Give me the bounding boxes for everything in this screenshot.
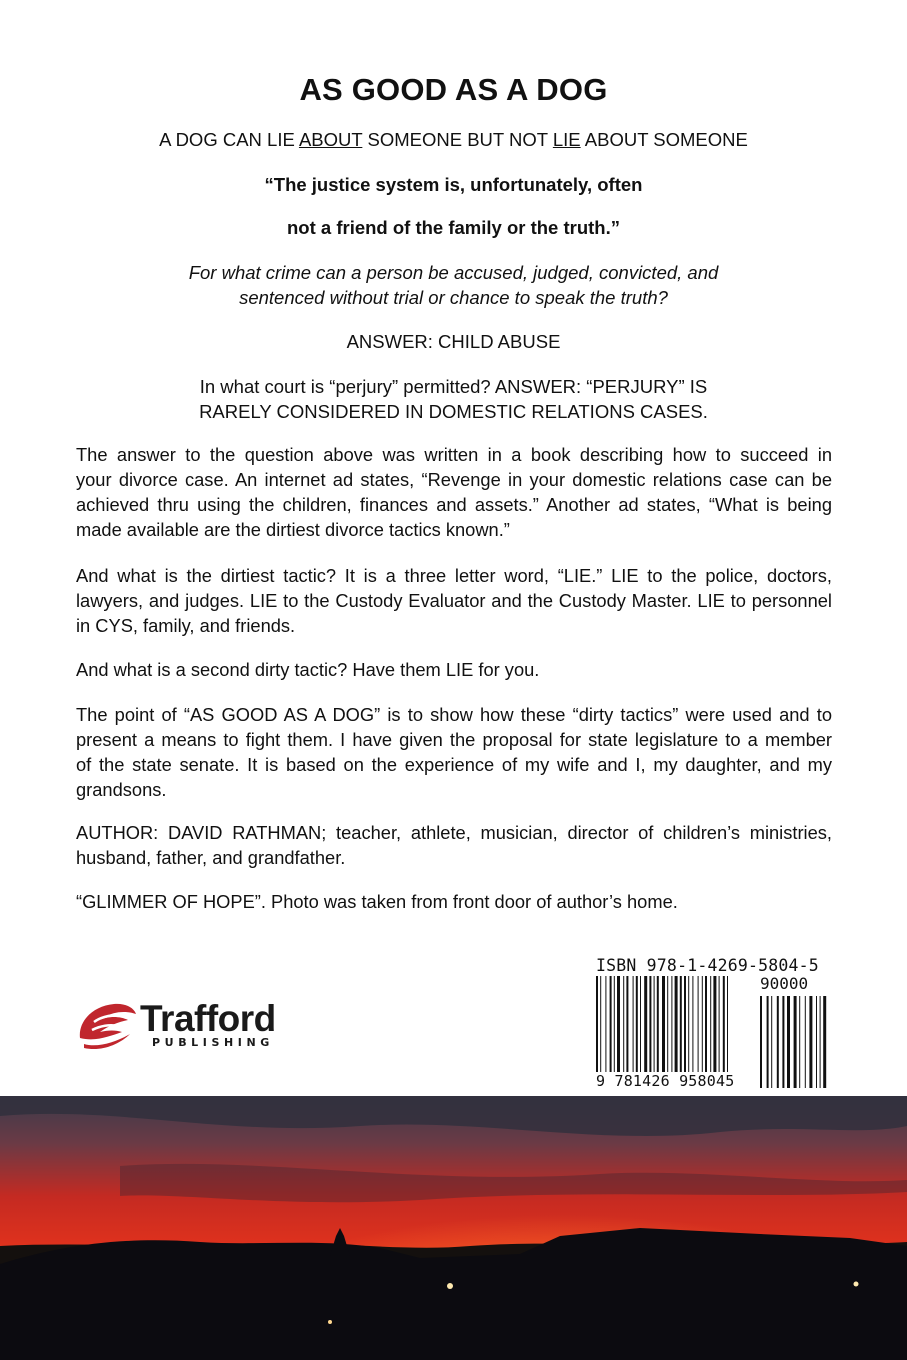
paragraph-line: your divorce case. An internet ad states, “Revenge in your domestic relations case can be bbox=[76, 469, 832, 490]
question-line-1: For what crime can a person be accused, judged, convicted, and bbox=[188, 262, 719, 283]
paragraph-line: “GLIMMER OF HOPE”. Photo was taken from front door of author’s home. bbox=[76, 891, 678, 912]
paragraph-line: grandsons. bbox=[76, 779, 167, 800]
paragraph-line: The point of “AS GOOD AS A DOG” is to show how these “dirty tactics” were used and to bbox=[76, 704, 832, 725]
trafford-swoosh-icon bbox=[74, 998, 140, 1052]
subtitle-part2: SOMEONE BUT NOT bbox=[362, 129, 553, 150]
publisher-sub: PUBLISHING bbox=[152, 1036, 274, 1049]
subtitle bbox=[0, 127, 907, 152]
quote-line-1: “The justice system is, unfortunately, often bbox=[264, 174, 643, 195]
paragraph-line: present a means to fight them. I have given the proposal for state legislature to a member bbox=[76, 729, 832, 750]
paragraph-line: AUTHOR: DAVID RATHMAN; teacher, athlete, musician, director of children’s ministries, bbox=[76, 822, 832, 843]
paragraph-1 bbox=[76, 442, 832, 542]
isbn-label: ISBN 978-1-4269-5804-5 bbox=[596, 956, 819, 975]
subtitle-underline-about: ABOUT bbox=[298, 129, 363, 150]
trafford-publishing-logo bbox=[74, 998, 324, 1052]
paragraph-author bbox=[76, 820, 832, 870]
subtitle-underline-lie: LIE bbox=[552, 129, 581, 150]
subtitle-part1: A DOG CAN LIE bbox=[159, 129, 299, 150]
isbn-digits: 9 781426 958045 bbox=[596, 1072, 735, 1090]
sunset-photo bbox=[0, 1096, 907, 1360]
paragraph-line: lawyers, and judges. LIE to the Custody Evaluator and the Custody Master. LIE to personnel bbox=[76, 590, 832, 611]
question-line-2: sentenced without trial or chance to speak the truth? bbox=[239, 287, 668, 308]
perjury-line-2: RARELY CONSIDERED IN DOMESTIC RELATIONS CASES. bbox=[199, 401, 708, 422]
paragraph-4 bbox=[76, 702, 832, 802]
price-code: 90000 bbox=[760, 974, 809, 993]
subtitle-part3: ABOUT SOMEONE bbox=[580, 129, 748, 150]
paragraph-2 bbox=[76, 563, 832, 638]
paragraph-line: And what is the dirtiest tactic? It is a three letter word, “LIE.” LIE to the police, doctors, bbox=[76, 565, 832, 586]
book-title: AS GOOD AS A DOG bbox=[299, 72, 608, 107]
paragraph-photo-caption bbox=[76, 889, 832, 914]
paragraph-line: of the state senate. It is based on the experience of my wife and I, my daughter, and my bbox=[76, 754, 832, 775]
perjury-line-1: In what court is “perjury” permitted? ANSWER: “PERJURY” IS bbox=[199, 376, 708, 397]
paragraph-line: The answer to the question above was written in a book describing how to succeed in bbox=[76, 444, 832, 465]
paragraph-line: made available are the dirtiest divorce tactics known.” bbox=[76, 519, 510, 540]
quote-line-2: not a friend of the family or the truth.” bbox=[287, 217, 620, 238]
paragraph-line: And what is a second dirty tactic? Have them LIE for you. bbox=[76, 659, 540, 680]
answer-child-abuse: ANSWER: CHILD ABUSE bbox=[346, 331, 561, 352]
paragraph-line: achieved thru using the children, finances and assets.” Another ad states, “What is being bbox=[76, 494, 832, 515]
paragraph-line: in CYS, family, and friends. bbox=[76, 615, 296, 636]
publisher-name: Trafford bbox=[140, 998, 276, 1039]
paragraph-line: husband, father, and grandfather. bbox=[76, 847, 346, 868]
paragraph-3 bbox=[76, 657, 832, 682]
